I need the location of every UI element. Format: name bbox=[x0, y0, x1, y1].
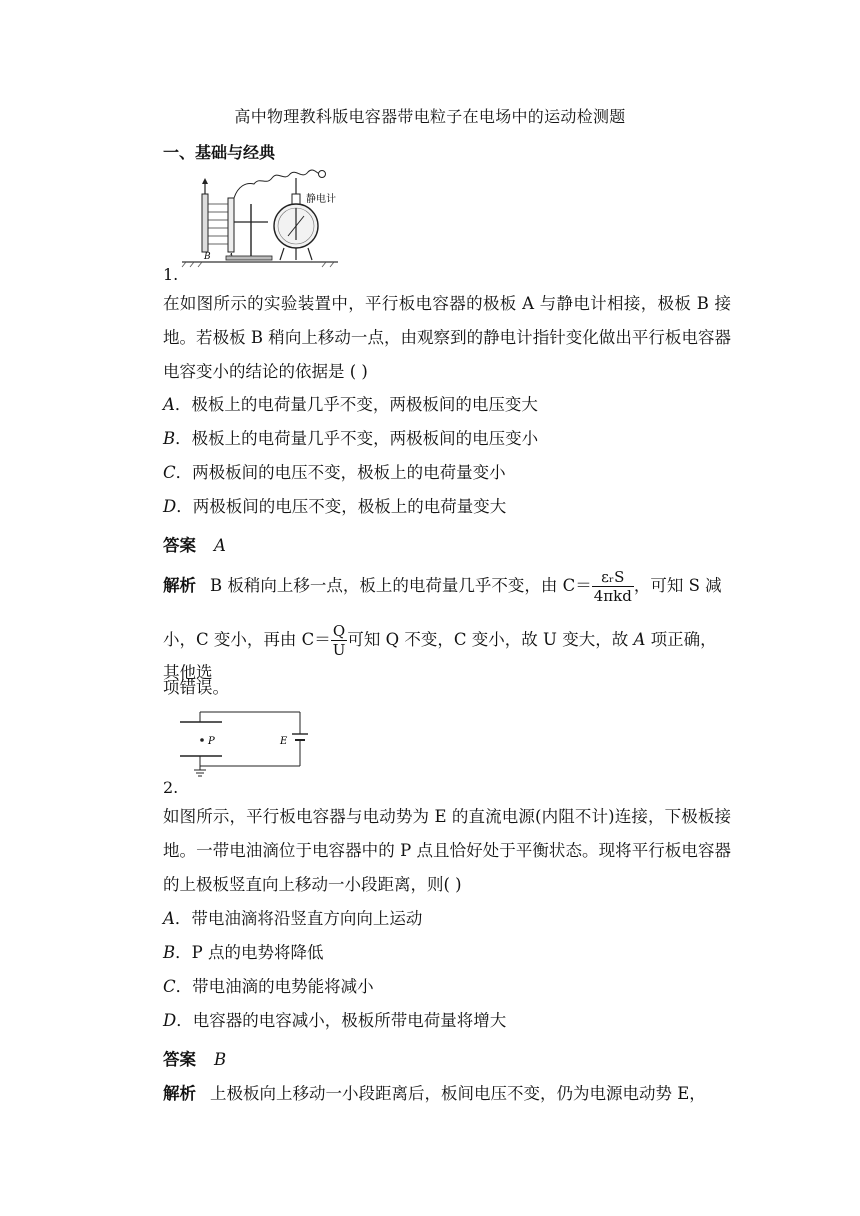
section-heading: 一、基础与经典 bbox=[163, 143, 276, 162]
q1-analysis-line1: 解析 B 板稍向上移一点，板上的电荷量几乎不变，由 C＝ $\frac{\text{εᵣS}}{\text{4πkd}}$ ，可知 S 减 bbox=[163, 568, 722, 605]
svg-text:静电计: 静电计 bbox=[306, 194, 336, 205]
electroscope-diagram bbox=[176, 164, 346, 272]
q2-answer: 答案 B bbox=[163, 1050, 227, 1069]
q1-option-a: A．极板上的电荷量几乎不变，两极板间的电压变大 bbox=[163, 395, 538, 414]
capacitor-circuit-diagram bbox=[176, 704, 312, 780]
q1-answer: 答案 A bbox=[163, 536, 226, 555]
svg-text:E: E bbox=[280, 736, 288, 747]
q2-option-a: A．带电油滴将沿竖直方向向上运动 bbox=[163, 909, 423, 928]
question-1-text: 在如图所示的实验装置中，平行板电容器的极板 A 与静电计相接，极板 B 接地。若极板 B 稍向上移动一点，由观察到的静电计指针变化做出平行板电容器电容变小的结论的依据是 ( ) bbox=[163, 294, 731, 381]
q2-analysis-line1: 解析 上极板向上移动一小段距离后，板间电压不变，仍为电源电动势 E， bbox=[163, 1084, 706, 1103]
question-number-2: 2. bbox=[163, 778, 179, 797]
question-2-text: 如图所示，平行板电容器与电动势为 E 的直流电源(内阻不计)连接，下极板接地。一带电油滴位于电容器中的 P 点且恰好处于平衡状态。现将平行板电容器的上极板竖直向上移动一小段距离，则( ) bbox=[163, 807, 731, 894]
svg-text:B: B bbox=[204, 252, 211, 262]
q2-option-b: B．P 点的电势将降低 bbox=[163, 943, 324, 962]
q1-analysis-line2: 小，C 变小，再由 C＝ $\frac{Q}{U}$ 可知 Q 不变，C 变小，故 U 变大，故 A 项正确，其他选 bbox=[163, 622, 717, 682]
question-number-1: 1. bbox=[163, 265, 179, 284]
svg-text:P: P bbox=[208, 736, 215, 747]
q2-option-d: D．电容器的电容减小，极板所带电荷量将增大 bbox=[163, 1011, 507, 1030]
q2-option-c: C．带电油滴的电势能将减小 bbox=[163, 977, 374, 996]
q1-option-b: B．极板上的电荷量几乎不变，两极板间的电压变小 bbox=[163, 429, 539, 448]
q1-option-d: D．两极板间的电压不变，极板上的电荷量变大 bbox=[163, 497, 507, 516]
page-title: 高中物理教科版电容器带电粒子在电场中的运动检测题 bbox=[234, 107, 626, 126]
q1-option-c: C．两极板间的电压不变，极板上的电荷量变小 bbox=[163, 463, 506, 482]
q1-analysis-line3: 项错误。 bbox=[163, 678, 229, 697]
